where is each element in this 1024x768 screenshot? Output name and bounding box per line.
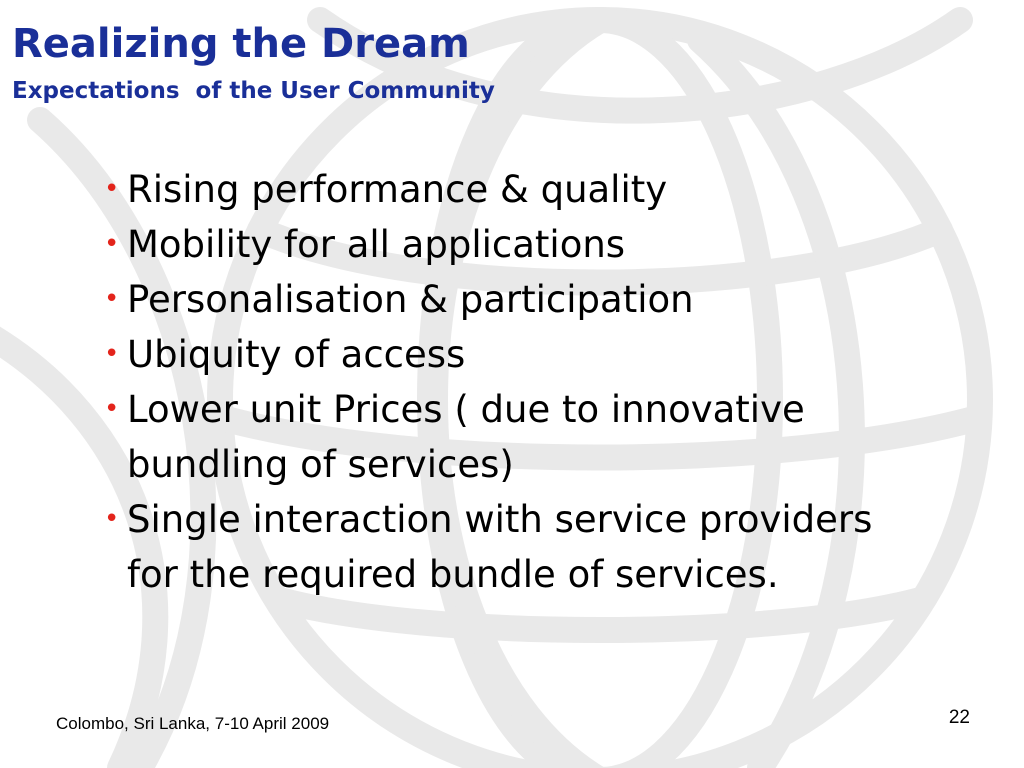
bullet-item [104, 162, 924, 217]
bullet-marker: • [104, 229, 120, 259]
bullet-item [104, 492, 924, 602]
footer-location-date: Colombo, Sri Lanka, 7-10 April 2009 [56, 714, 330, 733]
bullet-list [104, 162, 924, 602]
bullet-text: Single interaction with service providers for the required bundle of services. [127, 498, 873, 596]
bullet-marker: • [104, 174, 120, 204]
bullet-text: Rising performance & quality [127, 168, 668, 211]
bullet-text: Mobility for all applications [127, 223, 626, 266]
slide-subtitle: Expectations of the User Community [12, 78, 495, 104]
bullet-marker: • [104, 284, 120, 314]
bullet-item [104, 217, 924, 272]
bullet-text: Lower unit Prices ( due to innovative bundling of services) [127, 388, 805, 486]
bullet-text: Personalisation & participation [127, 278, 694, 321]
bullet-marker: • [104, 394, 120, 424]
slide-title: Realizing the Dream [12, 21, 470, 67]
bullet-item [104, 272, 924, 327]
page-number: 22 [948, 707, 970, 728]
bullet-text: Ubiquity of access [127, 333, 466, 376]
bullet-item [104, 327, 924, 382]
bullet-marker: • [104, 504, 120, 534]
bullet-item [104, 382, 924, 492]
bullet-marker: • [104, 339, 120, 369]
